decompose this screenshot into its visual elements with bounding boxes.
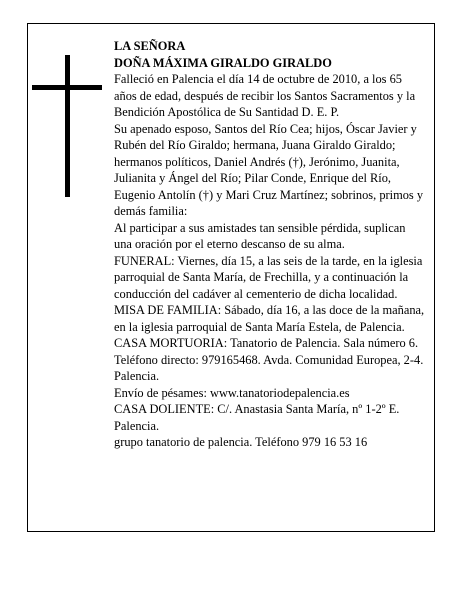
cross-icon <box>32 55 102 197</box>
obituary-text <box>114 38 426 451</box>
condolences-paragraph: Envío de pésames: www.tanatoriodepalencia.es <box>114 385 350 400</box>
deceased-name: DOÑA MÁXIMA GIRALDO GIRALDO <box>114 55 332 70</box>
cross-horizontal-bar <box>32 85 102 90</box>
death-paragraph: Falleció en Palencia el día 14 de octubre de 2010, a los 65 años de edad, después de recibir los Santos Sacramentos y la Bendición Apostólica de Su Santidad D. E. P. <box>114 72 416 119</box>
footer-line: grupo tanatorio de palencia. Teléfono 979 16 53 16 <box>114 435 368 449</box>
family-paragraph: Su apenado esposo, Santos del Río Cea; hijos, Óscar Javier y Rubén del Río Giraldo; hermana, Juana Giraldo Giraldo; hermanos políticos, Daniel Andrés (†), Jerónimo, Juanita, Julianita y Ángel del Río; Pilar Conde, Enrique del Río, Eugenio Antolín (†) y Mari Cruz Martínez; sobrinos, primos y demás familia: <box>114 121 424 218</box>
request-paragraph: Al participar a sus amistades tan sensible pérdida, suplican una oración por el eterno descanso de su alma. <box>114 220 406 251</box>
title-line-1: LA SEÑORA <box>114 39 186 53</box>
mourning-house-paragraph: CASA DOLIENTE: C/. Anastasia Santa María, nº 1-2º E. Palencia. <box>114 402 400 433</box>
cross-vertical-bar <box>65 55 70 197</box>
mortuary-paragraph: CASA MORTUORIA: Tanatorio de Palencia. Sala número 6. Teléfono directo: 979165468. Avda. Comunidad Europea, 2-4. Palencia. <box>114 336 424 383</box>
funeral-paragraph: FUNERAL: Viernes, día 15, a las seis de la tarde, en la iglesia parroquial de Santa María, de Frechilla, y a continuación la conducción del cadáver al cementerio de dicha localidad. <box>114 253 423 301</box>
mass-paragraph: MISA DE FAMILIA: Sábado, día 16, a las doce de la mañana, en la iglesia parroquial de Santa María Estela, de Palencia. <box>114 303 425 334</box>
